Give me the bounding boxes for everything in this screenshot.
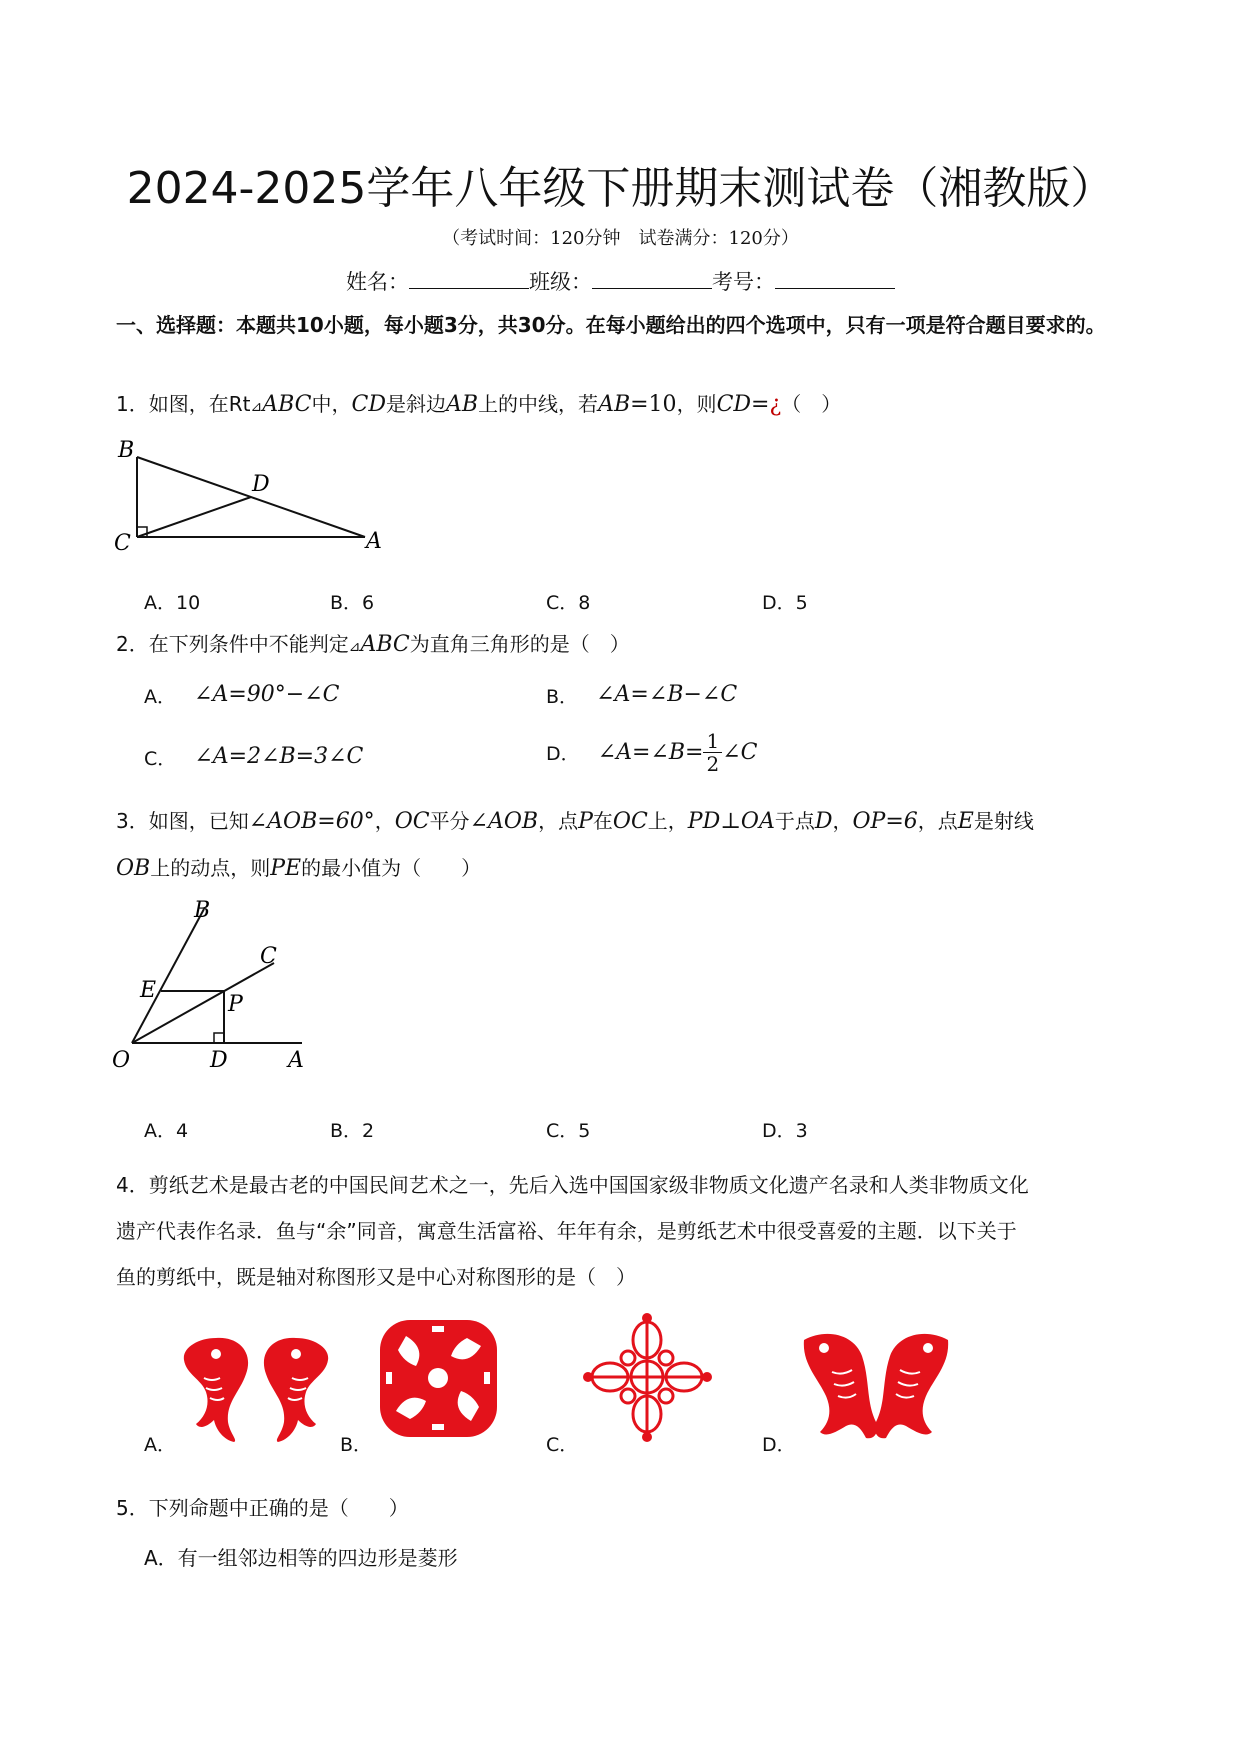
q3-text: ，点 — [538, 809, 579, 833]
q1-text: 如图，在Rt — [148, 392, 251, 416]
q1-text: 中， — [311, 392, 352, 416]
q2-option-b-math: ∠A=∠B−∠C — [596, 682, 738, 707]
q4-option-d-label: D． — [762, 1434, 796, 1456]
q1-math: CD — [351, 392, 386, 417]
question-1 — [116, 390, 1146, 421]
q3-option-d[interactable]: D．3 — [762, 1120, 808, 1142]
label-O: O — [112, 1048, 131, 1073]
q4-text: 鱼的剪纸中，既是轴对称图形又是中心对称图形的是（ ） — [116, 1265, 636, 1289]
exam-subtitle: （考试时间：120分钟 试卷满分：120分） — [442, 228, 799, 249]
fraction-half — [703, 730, 722, 775]
q3-math: ∠AOB=60° — [248, 809, 375, 834]
question-2 — [116, 630, 1146, 661]
q3-math: PE — [270, 856, 302, 881]
q2-option-a-label: A． — [144, 686, 176, 708]
label-C: C — [114, 531, 131, 555]
label-B: B — [118, 438, 135, 463]
q2-option-a[interactable] — [144, 682, 340, 709]
q1-number: 1． — [116, 392, 149, 416]
q3-text: 如图，已知 — [148, 809, 249, 833]
q3-text: ，点 — [917, 809, 958, 833]
q3-text: 是射线 — [973, 809, 1034, 833]
question-5 — [116, 1494, 1146, 1522]
q3-math: D — [814, 809, 833, 834]
q2-text: 为直角三角形的是（ ） — [409, 632, 630, 656]
q3-math: ∠AOB — [469, 809, 539, 834]
q2-option-b[interactable] — [546, 682, 737, 709]
q2-option-b-label: B． — [546, 686, 579, 708]
q2-option-c[interactable] — [144, 744, 363, 771]
q3-math: OB — [116, 856, 151, 881]
q3-option-a[interactable]: A．4 — [144, 1120, 189, 1142]
q4-option-c[interactable] — [546, 1430, 578, 1457]
student-info-row — [0, 266, 1241, 296]
q1-placeholder-glyph: ¿ — [769, 392, 782, 417]
label-E: E — [140, 978, 157, 1003]
q5-number: 5． — [116, 1496, 149, 1520]
q1-option-c[interactable]: C．8 — [546, 592, 591, 614]
q1-math: AB — [598, 392, 631, 417]
name-blank[interactable] — [409, 270, 529, 289]
q2-option-d-math: ∠C — [722, 740, 758, 765]
q2-math: ABC — [360, 632, 410, 657]
q3-text: 在 — [592, 809, 613, 833]
fraction-numerator: 1 — [703, 730, 722, 753]
q3-option-c[interactable]: C．5 — [546, 1120, 591, 1142]
q2-option-a-math: ∠A=90°−∠C — [194, 682, 340, 707]
q3-number: 3． — [116, 809, 149, 833]
q2-option-c-math: ∠A=2∠B=3∠C — [194, 744, 364, 769]
class-label: 班级： — [529, 270, 592, 294]
question-4 — [116, 1162, 1156, 1300]
q3-text: 平分 — [429, 809, 470, 833]
exam-title: 2024-2025学年八年级下册期末测试卷（湘教版） — [126, 163, 1115, 214]
q3-text: 于点 — [774, 809, 815, 833]
q4-number: 4． — [116, 1173, 149, 1197]
q1-option-b[interactable]: B．6 — [330, 592, 375, 614]
label-A: A — [366, 529, 382, 554]
q1-option-d[interactable]: D．5 — [762, 592, 808, 614]
label-P: P — [228, 992, 243, 1017]
q1-text: ，则 — [676, 392, 717, 416]
label-B: B — [194, 898, 211, 923]
q2-text: 在下列条件中不能判定 — [148, 632, 349, 656]
triangle-symbol: ⊿ — [348, 639, 361, 655]
q1-option-a[interactable]: A．10 — [144, 592, 201, 614]
section-heading: 一、选择题：本题共10小题，每小题3分，共30分。在每小题给出的四个选项中，只有一项是符合题目要求的。 — [116, 313, 1106, 337]
q1-figure — [110, 435, 390, 555]
label-A: A — [288, 1048, 304, 1073]
q4-text: 剪纸艺术是最古老的中国民间艺术之一，先后入选中国国家级非物质文化遗产名录和人类非物质文化 — [148, 1173, 1029, 1197]
q1-math: AB — [446, 392, 479, 417]
label-C: C — [260, 944, 277, 969]
label-D: D — [252, 472, 270, 497]
q1-answer-paren: （ ） — [781, 392, 842, 416]
q2-option-d[interactable] — [546, 730, 758, 775]
fish-papercut-d-image — [796, 1326, 956, 1446]
q3-math: OC — [394, 809, 430, 834]
q3-text: 上的动点，则 — [150, 856, 271, 880]
q1-text: 是斜边 — [386, 392, 446, 416]
fish-papercut-b-image — [376, 1316, 501, 1441]
question-3 — [116, 798, 1156, 892]
q1-math: =10 — [630, 392, 677, 417]
label-D: D — [210, 1048, 228, 1073]
q4-option-a-label: A． — [144, 1434, 176, 1456]
q3-text: 上， — [647, 809, 688, 833]
q2-option-c-label: C． — [144, 748, 177, 770]
class-blank[interactable] — [592, 270, 712, 289]
q3-text: ， — [832, 809, 853, 833]
q1-math: ABC — [262, 392, 312, 417]
fish-papercut-a-image — [176, 1330, 336, 1445]
q3-figure — [106, 895, 316, 1080]
name-label: 姓名： — [346, 270, 409, 294]
q3-math: P — [578, 809, 593, 834]
q4-option-a[interactable] — [144, 1430, 176, 1457]
q3-math: E — [957, 809, 974, 834]
fish-papercut-c-image — [580, 1310, 715, 1445]
triangle-symbol: ⊿ — [250, 399, 263, 415]
q2-option-d-math: ∠A=∠B= — [597, 740, 704, 765]
q2-option-d-label: D． — [546, 743, 580, 765]
q1-math: = — [751, 392, 770, 417]
q4-text: 遗产代表作名录．鱼与“余”同音，寓意生活富裕、年年有余，是剪纸艺术中很受喜爱的主题．以下关于 — [116, 1219, 1017, 1243]
q3-math: OC — [612, 809, 648, 834]
q4-option-c-label: C． — [546, 1434, 579, 1456]
id-label: 考号： — [712, 270, 775, 294]
q5-option-a[interactable]: A．有一组邻边相等的四边形是菱形 — [144, 1546, 458, 1570]
q3-math: PD⊥OA — [687, 809, 775, 834]
q4-option-b-label: B． — [340, 1434, 373, 1456]
q2-number: 2． — [116, 632, 149, 656]
q3-text: ， — [374, 809, 395, 833]
q4-option-d[interactable] — [762, 1430, 796, 1457]
q3-text: 的最小值为（ ） — [301, 856, 482, 880]
id-blank[interactable] — [775, 270, 895, 289]
q3-math: OP=6 — [852, 809, 918, 834]
fraction-denominator: 2 — [706, 752, 720, 776]
q1-math: CD — [716, 392, 752, 417]
q5-text: 下列命题中正确的是（ ） — [148, 1496, 409, 1520]
q3-option-b[interactable]: B．2 — [330, 1120, 375, 1142]
q1-text: 上的中线，若 — [478, 392, 599, 416]
q4-option-b[interactable] — [340, 1430, 372, 1457]
